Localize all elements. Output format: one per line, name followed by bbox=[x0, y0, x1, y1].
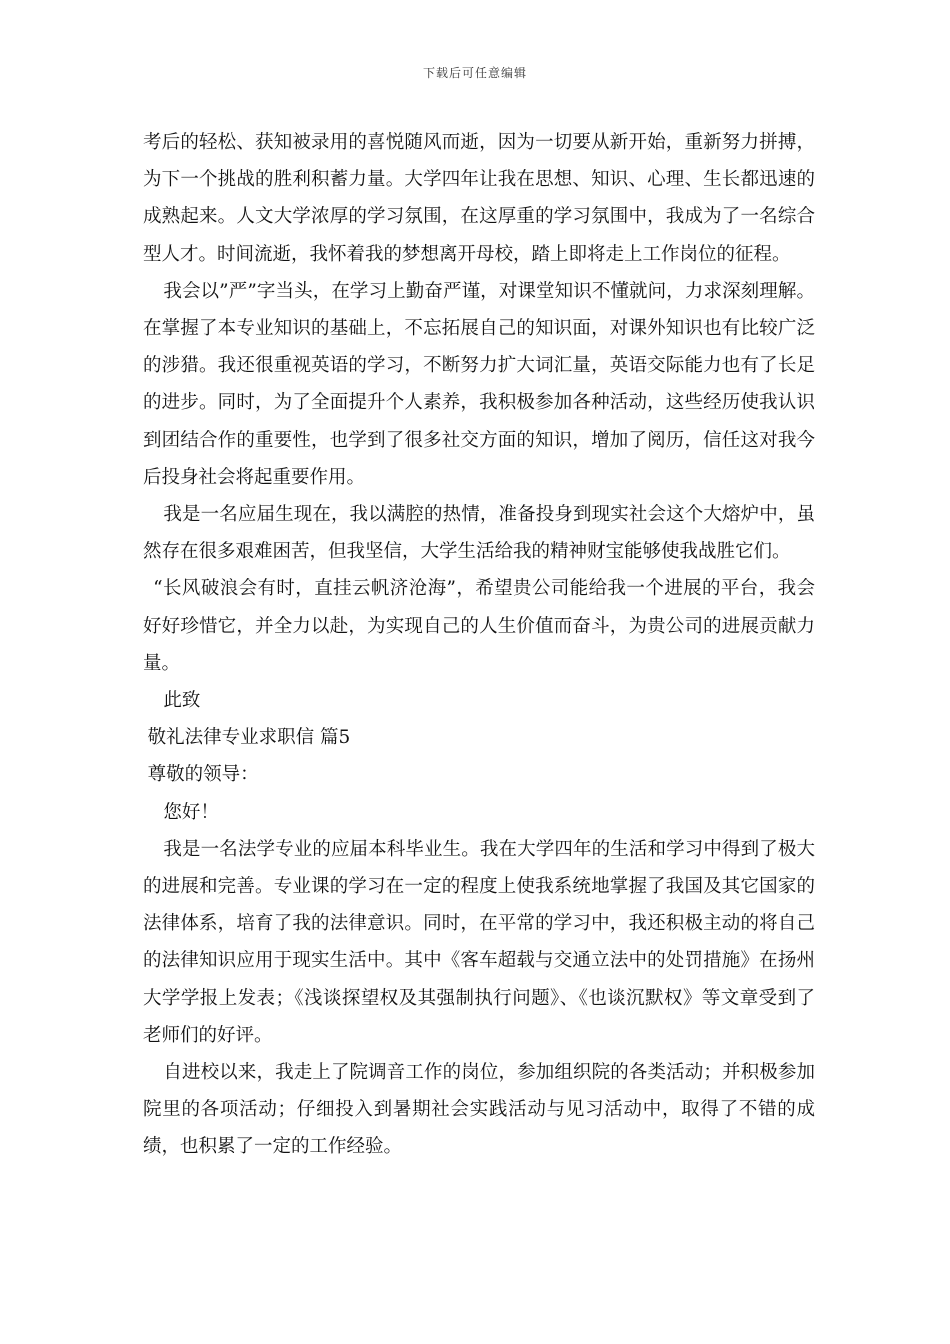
paragraph-quote: “长风破浪会有时，直挂云帆济沧海”，希望贵公司能给我一个进展的平台，我会好好珍惜它，并全力以赴，为实现自己的人生价值而奋斗，为贵公司的进展贡献力量。 bbox=[143, 578, 815, 674]
closing-cizhi: 此致 bbox=[163, 690, 201, 712]
section-title: 敬礼法律专业求职信 篇5 bbox=[147, 727, 351, 749]
paragraph-continuation: 考后的轻松、获知被录用的喜悦随风而逝，因为一切要从新开始，重新努力拼搏，为下一个挑战的胜利积蓄力量。大学四年让我在思想、知识、心理、生长都迅速的成熟起来。人文大学浓厚的学习氛围，在这厚重的学习氛围中，我成为了一名综合型人才。时间流逝，我怀着我的梦想离开母校，踏上即将走上工作岗位的征程。 bbox=[143, 132, 815, 265]
page-header: 下载后可任意编辑 bbox=[422, 66, 527, 80]
paragraph-introduction: 我是一名法学专业的应届本科毕业生。我在大学四年的生活和学习中得到了极大的进展和完善。专业课的学习在一定的程度上使我系统地掌握了我国及其它国家的法律体系，培育了我的法律意识。同时，在平常的学习中，我还积极主动的将自己的法律知识应用于现实生活中。其中《客车超载与交通立法中的处罚措施》在扬州大学学报上发表；《浅谈探望权及其强制执行问题》、《也谈沉默权》等文章受到了老师们的好评。 bbox=[143, 838, 815, 1046]
greeting: 您好！ bbox=[163, 801, 219, 823]
document-body bbox=[143, 124, 815, 1166]
salutation: 尊敬的领导： bbox=[147, 764, 259, 786]
paragraph-activities: 自进校以来，我走上了院调音工作的岗位，参加组织院的各类活动；并积极参加院里的各项活动；仔细投入到暑期社会实践活动与见习活动中，取得了不错的成绩，也积累了一定的工作经验。 bbox=[143, 1062, 815, 1158]
paragraph-study-attitude: 我会以”严”字当头，在学习上勤奋严谨，对课堂知识不懂就问，力求深刻理解。在掌握了本专业知识的基础上，不忘拓展自己的知识面，对课外知识也有比较广泛的涉猎。我还很重视英语的学习，不断努力扩大词汇量，英语交际能力也有了长足的进步。同时，为了全面提升个人素养，我积极参加各种活动，这些经历使我认识到团结合作的重要性，也学到了很多社交方面的知识，增加了阅历，信任这对我今后投身社会将起重要作用。 bbox=[143, 280, 815, 488]
paragraph-graduate: 我是一名应届生现在，我以满腔的热情，准备投身到现实社会这个大熔炉中，虽然存在很多艰难困苦，但我坚信，大学生活给我的精神财宝能够使我战胜它们。 bbox=[143, 504, 815, 563]
